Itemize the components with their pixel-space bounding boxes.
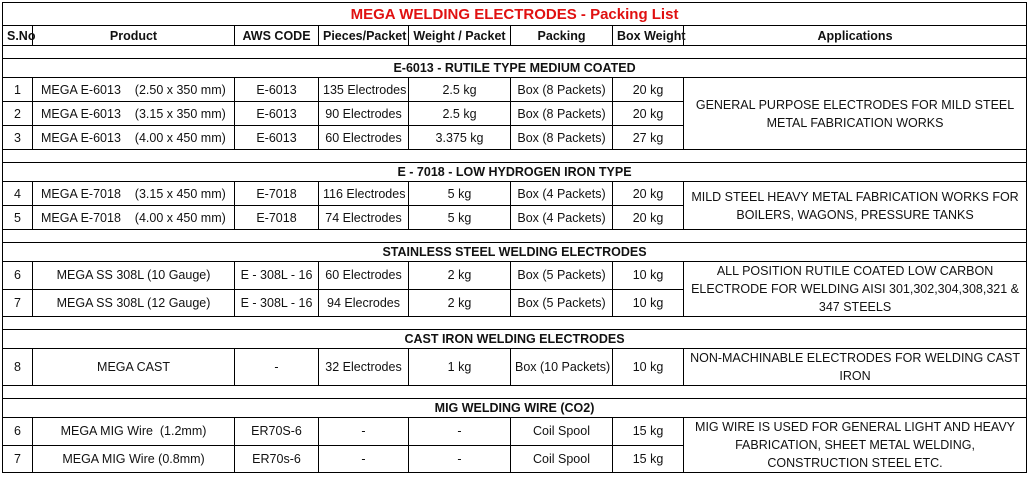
header-pieces: Pieces/Packet (319, 26, 409, 46)
cell-aws-code: E - 308L - 16 (235, 289, 319, 317)
section-header-row (3, 243, 1027, 262)
table-row (3, 418, 1027, 446)
cell-weight: 2 kg (409, 262, 511, 290)
cell-packing: Box (10 Packets) (511, 349, 613, 386)
cell-sno: 7 (3, 445, 33, 473)
cell-product: MEGA SS 308L (12 Gauge) (33, 289, 235, 317)
cell-box-weight: 20 kg (613, 182, 684, 206)
cell-weight: - (409, 445, 511, 473)
cell-box-weight: 20 kg (613, 206, 684, 230)
cell-pieces: 60 Electrodes (319, 262, 409, 290)
header-row (3, 26, 1027, 46)
table-row (3, 182, 1027, 206)
section-header-row (3, 59, 1027, 78)
table-row (3, 349, 1027, 386)
cell-packing: Box (8 Packets) (511, 78, 613, 102)
header-aws-code: AWS CODE (235, 26, 319, 46)
cell-pieces: - (319, 418, 409, 446)
section-title: E-6013 - RUTILE TYPE MEDIUM COATED (3, 59, 1027, 78)
cell-box-weight: 15 kg (613, 445, 684, 473)
cell-application: MIG WIRE IS USED FOR GENERAL LIGHT AND HEAVY FABRICATION, SHEET METAL WELDING, CONSTRUCTION STEEL ETC. (684, 418, 1027, 473)
cell-weight: 5 kg (409, 182, 511, 206)
cell-packing: Box (8 Packets) (511, 126, 613, 150)
cell-product: MEGA MIG Wire (1.2mm) (33, 418, 235, 446)
spacer-row (3, 46, 1027, 59)
cell-packing: Coil Spool (511, 418, 613, 446)
cell-pieces: 60 Electrodes (319, 126, 409, 150)
cell-sno: 8 (3, 349, 33, 386)
section-header-row (3, 330, 1027, 349)
cell-pieces: 90 Electrodes (319, 102, 409, 126)
cell-box-weight: 15 kg (613, 418, 684, 446)
cell-sno: 1 (3, 78, 33, 102)
cell-weight: 5 kg (409, 206, 511, 230)
cell-aws-code: - (235, 349, 319, 386)
cell-product: MEGA E-6013 (3.15 x 350 mm) (33, 102, 235, 126)
cell-pieces: 32 Electrodes (319, 349, 409, 386)
cell-aws-code: E - 308L - 16 (235, 262, 319, 290)
cell-packing: Box (8 Packets) (511, 102, 613, 126)
cell-product: MEGA E-7018 (4.00 x 450 mm) (33, 206, 235, 230)
section-header-row (3, 163, 1027, 182)
cell-pieces: 135 Electrodes (319, 78, 409, 102)
cell-product: MEGA E-6013 (4.00 x 450 mm) (33, 126, 235, 150)
cell-box-weight: 20 kg (613, 78, 684, 102)
cell-product: MEGA SS 308L (10 Gauge) (33, 262, 235, 290)
packing-list-table (2, 2, 1027, 473)
cell-aws-code: E-7018 (235, 182, 319, 206)
cell-weight: 2.5 kg (409, 102, 511, 126)
spacer-row (3, 230, 1027, 243)
table-row (3, 78, 1027, 102)
cell-packing: Box (4 Packets) (511, 206, 613, 230)
title-row (3, 3, 1027, 26)
title-sub: Packing List (590, 5, 679, 23)
header-applications: Applications (684, 26, 1027, 46)
spacer-cell (3, 317, 1027, 330)
cell-aws-code: E-6013 (235, 126, 319, 150)
cell-sno: 2 (3, 102, 33, 126)
cell-application: GENERAL PURPOSE ELECTRODES FOR MILD STEEL METAL FABRICATION WORKS (684, 78, 1027, 150)
cell-packing: Coil Spool (511, 445, 613, 473)
cell-sno: 6 (3, 418, 33, 446)
cell-box-weight: 10 kg (613, 349, 684, 386)
cell-application: NON-MACHINABLE ELECTRODES FOR WELDING CAST IRON (684, 349, 1027, 386)
cell-pieces: - (319, 445, 409, 473)
cell-sno: 4 (3, 182, 33, 206)
cell-sno: 5 (3, 206, 33, 230)
cell-application: ALL POSITION RUTILE COATED LOW CARBON ELECTRODE FOR WELDING AISI 301,302,304,308,321 & 347 STEELS (684, 262, 1027, 317)
cell-pieces: 74 Electrodes (319, 206, 409, 230)
spacer-cell (3, 230, 1027, 243)
section-title: CAST IRON WELDING ELECTRODES (3, 330, 1027, 349)
cell-product: MEGA MIG Wire (0.8mm) (33, 445, 235, 473)
spacer-row (3, 386, 1027, 399)
cell-product: MEGA E-6013 (2.50 x 350 mm) (33, 78, 235, 102)
cell-product: MEGA E-7018 (3.15 x 450 mm) (33, 182, 235, 206)
cell-pieces: 94 Elecrodes (319, 289, 409, 317)
title-main: MEGA WELDING ELECTRODES - (350, 5, 591, 23)
cell-weight: 2 kg (409, 289, 511, 317)
header-sno: S.No (3, 26, 33, 46)
cell-box-weight: 20 kg (613, 102, 684, 126)
header-weight: Weight / Packet (409, 26, 511, 46)
spacer-cell (3, 46, 1027, 59)
cell-packing: Box (4 Packets) (511, 182, 613, 206)
spacer-row (3, 150, 1027, 163)
header-packing: Packing (511, 26, 613, 46)
section-title: E - 7018 - LOW HYDROGEN IRON TYPE (3, 163, 1027, 182)
section-header-row (3, 399, 1027, 418)
cell-aws-code: E-6013 (235, 102, 319, 126)
cell-product: MEGA CAST (33, 349, 235, 386)
cell-aws-code: ER70S-6 (235, 418, 319, 446)
header-box-weight: Box Weight (613, 26, 684, 46)
cell-weight: - (409, 418, 511, 446)
cell-weight: 2.5 kg (409, 78, 511, 102)
cell-weight: 1 kg (409, 349, 511, 386)
section-title: MIG WELDING WIRE (CO2) (3, 399, 1027, 418)
cell-aws-code: E-7018 (235, 206, 319, 230)
cell-packing: Box (5 Packets) (511, 289, 613, 317)
spacer-row (3, 317, 1027, 330)
cell-packing: Box (5 Packets) (511, 262, 613, 290)
page-title (3, 3, 1027, 26)
cell-pieces: 116 Electrodes (319, 182, 409, 206)
cell-weight: 3.375 kg (409, 126, 511, 150)
spacer-cell (3, 386, 1027, 399)
cell-box-weight: 10 kg (613, 262, 684, 290)
cell-sno: 3 (3, 126, 33, 150)
cell-application: MILD STEEL HEAVY METAL FABRICATION WORKS FOR BOILERS, WAGONS, PRESSURE TANKS (684, 182, 1027, 230)
section-title: STAINLESS STEEL WELDING ELECTRODES (3, 243, 1027, 262)
cell-sno: 6 (3, 262, 33, 290)
cell-box-weight: 10 kg (613, 289, 684, 317)
header-product: Product (33, 26, 235, 46)
cell-aws-code: E-6013 (235, 78, 319, 102)
spacer-cell (3, 150, 1027, 163)
table-row (3, 262, 1027, 290)
cell-aws-code: ER70s-6 (235, 445, 319, 473)
cell-box-weight: 27 kg (613, 126, 684, 150)
cell-sno: 7 (3, 289, 33, 317)
